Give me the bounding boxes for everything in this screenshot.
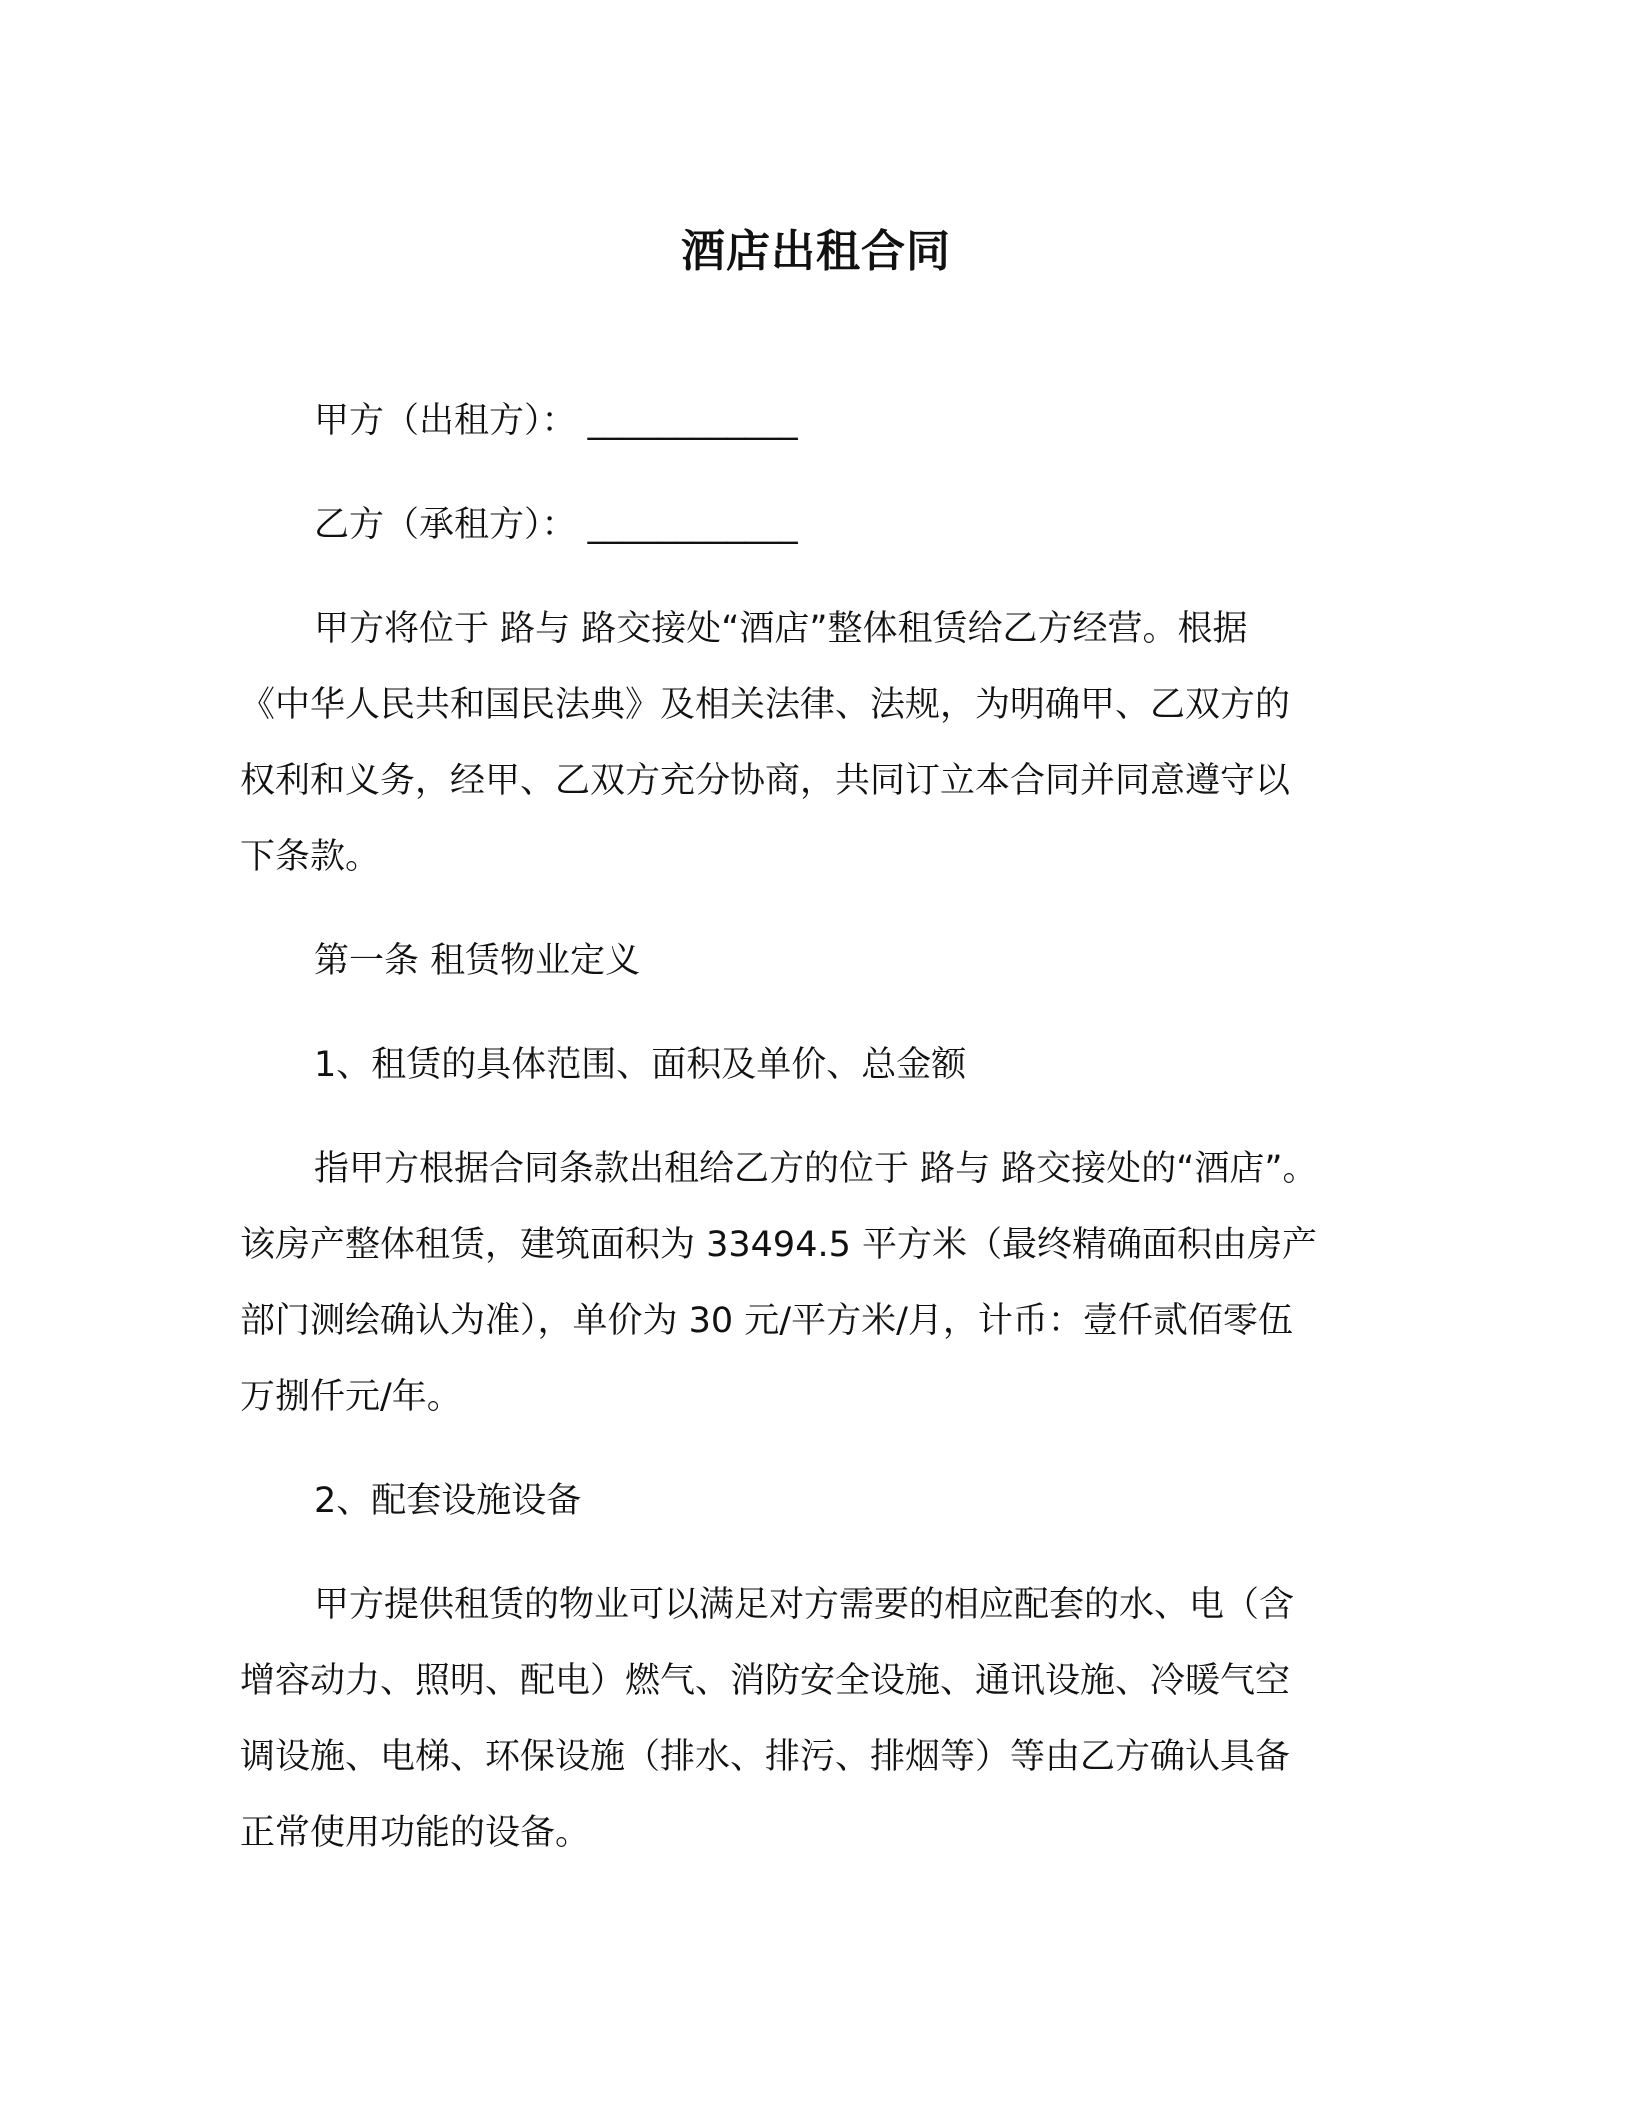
item-1-body-line-3: 部门测绘确认为准），单价为 30 元/平方米/月，计币：壹仟贰佰零伍	[240, 1301, 1293, 1341]
item-2-body-line-4: 正常使用功能的设备。	[240, 1813, 591, 1853]
party-a-line: 甲方（出租方）： ____________	[314, 401, 798, 441]
item-1-body-line-2: 该房产整体租赁，建筑面积为 33494.5 平方米（最终精确面积由房产	[240, 1225, 1317, 1265]
item-1-body-line-1: 指甲方根据合同条款出租给乙方的位于 路与 路交接处的“酒店”。	[314, 1149, 1318, 1189]
item-1-body-line-4: 万捌仟元/年。	[240, 1377, 462, 1417]
article-1-heading: 第一条 租赁物业定义	[314, 941, 641, 981]
preamble-line-4: 下条款。	[240, 837, 381, 877]
item-2-body-line-3: 调设施、电梯、环保设施（排水、排污、排烟等）等由乙方确认具备	[240, 1737, 1291, 1777]
item-2-body-line-1: 甲方提供租赁的物业可以满足对方需要的相应配套的水、电（含	[314, 1585, 1295, 1625]
preamble-line-3: 权利和义务，经甲、乙双方充分协商，共同订立本合同并同意遵守以	[240, 761, 1291, 801]
item-2-body-line-2: 增容动力、照明、配电）燃气、消防安全设施、通讯设施、冷暖气空	[240, 1661, 1291, 1701]
item-2-heading: 2、配套设施设备	[314, 1481, 582, 1521]
preamble-line-2: 《中华人民共和国民法典》及相关法律、法规，为明确甲、乙双方的	[240, 685, 1291, 725]
preamble-line-1: 甲方将位于 路与 路交接处“酒店”整体租赁给乙方经营。根据	[314, 609, 1248, 649]
item-1-heading: 1、租赁的具体范围、面积及单价、总金额	[314, 1045, 967, 1085]
party-b-line: 乙方（承租方）： ____________	[314, 505, 798, 545]
document-title: 酒店出租合同	[681, 226, 951, 277]
